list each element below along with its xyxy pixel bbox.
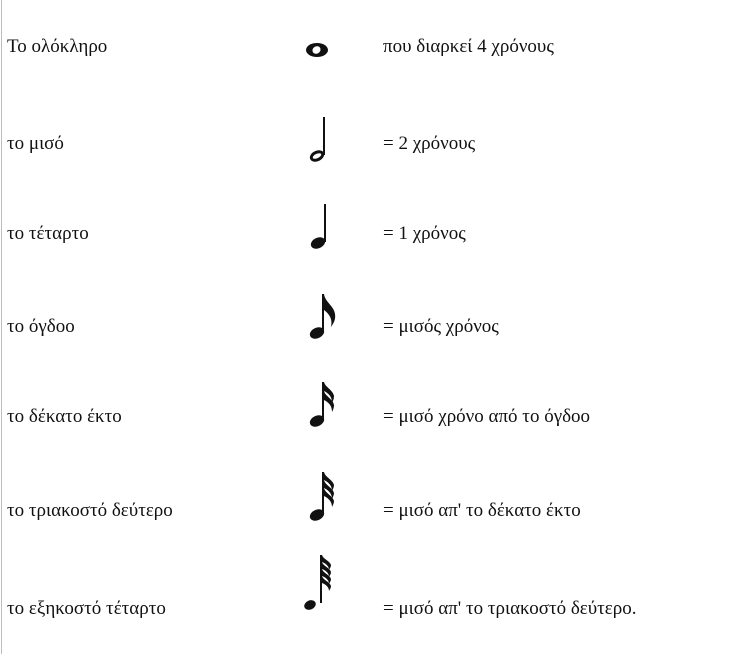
note-description: = μισό χρόνο από το όγδοο <box>383 406 591 427</box>
note-row-eighth <box>0 288 741 348</box>
note-description: = μισό απ' το δέκατο έκτο <box>383 500 581 521</box>
note-row-half <box>0 115 741 175</box>
note-name: το όγδοο <box>7 316 75 337</box>
note-row-sixteenth <box>0 376 741 436</box>
note-name: το τέταρτο <box>7 223 89 244</box>
note-name: το δέκατο έκτο <box>7 406 122 427</box>
note-name: το εξηκοστό τέταρτο <box>7 598 166 619</box>
note-description: που διαρκεί 4 χρόνους <box>383 36 554 57</box>
whole-note-icon <box>305 42 329 58</box>
note-row-whole <box>0 18 741 78</box>
note-name: το μισό <box>7 133 64 154</box>
note-description: = μισός χρόνος <box>383 316 499 337</box>
eighth-note-icon <box>308 292 338 344</box>
note-name: Το ολόκληρο <box>7 36 108 57</box>
note-description: = 2 χρόνους <box>383 133 476 154</box>
note-name: το τριακοστό δεύτερο <box>7 500 173 521</box>
note-row-thirty-second <box>0 466 741 526</box>
note-row-sixty-fourth <box>0 555 741 619</box>
note-description: = μισό απ' το τριακοστό δεύτερο. <box>383 598 637 619</box>
sixty-fourth-note-icon <box>300 555 334 621</box>
note-description: = 1 χρόνος <box>383 223 466 244</box>
thirty-second-note-icon <box>308 472 338 526</box>
quarter-note-icon <box>309 202 331 252</box>
sixteenth-note-icon <box>308 380 338 432</box>
note-row-quarter <box>0 202 741 262</box>
half-note-icon <box>308 115 330 165</box>
